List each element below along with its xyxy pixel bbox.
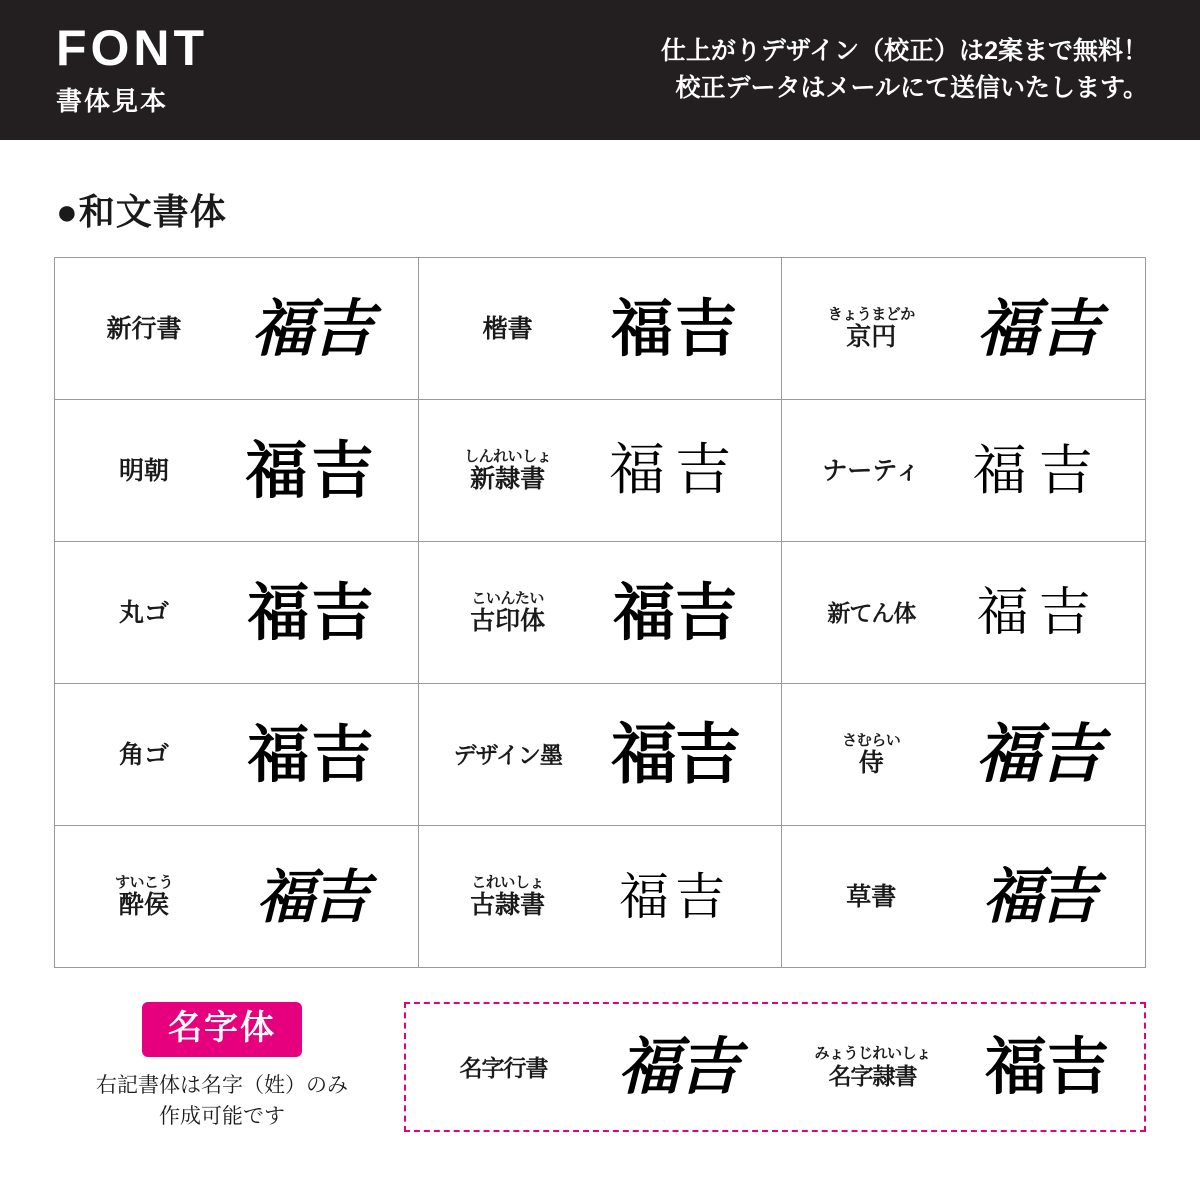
font-label — [796, 882, 946, 910]
font-name: 名字行書 — [459, 1055, 548, 1082]
font-label — [433, 591, 583, 635]
font-label — [785, 1046, 960, 1088]
font-cell-suiko — [55, 826, 419, 968]
table-row — [55, 400, 1146, 542]
font-name: 新隷書 — [470, 465, 546, 494]
header-title-group — [56, 22, 208, 118]
myoji-note — [96, 1071, 348, 1132]
table-row — [55, 258, 1146, 400]
font-ruby: さむらい — [842, 731, 901, 749]
font-sample: 福吉 — [251, 291, 372, 365]
font-cell-myoji-reisho — [775, 1004, 1144, 1130]
font-cell-shinreisho — [418, 400, 782, 542]
font-cell-shingyosho — [55, 258, 419, 400]
font-sample: 福吉 — [610, 715, 739, 793]
section-heading-japanese-fonts: ●和文書体 — [56, 191, 227, 232]
font-cell-kakugo — [55, 684, 419, 826]
font-cell-myoji-gyosho — [406, 1004, 775, 1130]
font-cell-kyoen — [782, 258, 1146, 400]
font-name: 角ゴ — [118, 741, 169, 770]
font-cell-kointai — [418, 542, 782, 684]
font-label — [433, 875, 583, 919]
font-sample: 福吉 — [245, 433, 378, 507]
font-ruby: すいこう — [114, 873, 173, 891]
font-ruby: しんれいしょ — [464, 447, 552, 465]
font-name: 楷書 — [482, 315, 533, 344]
table-row — [55, 684, 1146, 826]
font-cell-koreisho — [418, 826, 782, 968]
font-ruby: これいしょ — [471, 873, 544, 891]
font-sample: 福吉 — [610, 291, 739, 365]
notice-line-2: 校正データはメールにて送信いたします。 — [675, 74, 1148, 102]
font-name: 草書 — [846, 883, 897, 912]
font-name: 明朝 — [118, 457, 169, 486]
font-label — [416, 1054, 591, 1080]
font-cell-samurai — [782, 684, 1146, 826]
myoji-sample-box — [404, 1002, 1146, 1132]
font-ruby: みょうじれいしょ — [814, 1045, 931, 1063]
font-sample: 福吉 — [975, 716, 1102, 792]
font-cell-sosho — [782, 826, 1146, 968]
font-name: デザイン墨 — [453, 742, 562, 769]
font-label — [433, 314, 583, 342]
font-sample: 福吉 — [976, 582, 1101, 643]
font-sample: 福吉 — [247, 717, 376, 791]
font-label — [796, 456, 946, 484]
font-label — [69, 740, 219, 768]
font-name: 侍 — [858, 749, 884, 778]
font-cell-kaisho — [418, 258, 782, 400]
font-sample: 福吉 — [612, 575, 737, 649]
font-label — [796, 307, 946, 351]
notice-line-1: 仕上がりデザイン（校正）は2案まで無料！ — [660, 36, 1148, 65]
font-name: 古印体 — [470, 607, 546, 636]
font-label — [796, 733, 946, 777]
page-subtitle: 書体見本 — [56, 85, 169, 116]
font-sample: 福吉 — [256, 862, 367, 931]
font-sample: 福吉 — [972, 438, 1105, 502]
table-row — [55, 542, 1146, 684]
font-sample: 福吉 — [982, 861, 1095, 932]
myoji-note-line-2: 作成可能です — [159, 1104, 285, 1128]
font-cell-design-sumi — [418, 684, 782, 826]
myoji-section — [54, 1002, 1146, 1132]
font-label — [433, 449, 583, 493]
font-name: 酔侯 — [118, 891, 169, 920]
font-sample: 福吉 — [617, 1030, 738, 1104]
font-sample: 福吉 — [976, 291, 1101, 365]
font-name: 名字隷書 — [828, 1062, 917, 1089]
font-label — [69, 314, 219, 342]
myoji-note-line-1: 右記書体は名字（姓）のみ — [96, 1074, 348, 1098]
font-cell-marugo — [55, 542, 419, 684]
font-name: 京円 — [846, 323, 897, 352]
font-label — [69, 456, 219, 484]
font-sample: 福吉 — [608, 437, 741, 503]
font-label — [433, 741, 583, 767]
font-sample: 福吉 — [984, 1030, 1109, 1104]
font-name: ナーティ — [822, 457, 921, 486]
font-cell-naty — [782, 400, 1146, 542]
myoji-badge: 名字体 — [142, 1002, 302, 1057]
header-notice — [661, 33, 1152, 108]
font-sample: 福吉 — [247, 575, 376, 649]
font-sample-table — [54, 257, 1146, 968]
table-row — [55, 826, 1146, 968]
font-name: 丸ゴ — [118, 599, 169, 628]
page-header — [0, 0, 1200, 140]
font-label — [796, 599, 946, 625]
font-label — [69, 598, 219, 626]
font-name: 古隷書 — [470, 891, 546, 920]
font-ruby: こいんたい — [471, 589, 544, 607]
font-label — [69, 875, 219, 919]
font-sample: 福吉 — [618, 867, 731, 926]
font-name: 新てん体 — [827, 600, 916, 627]
font-cell-shintentai — [782, 542, 1146, 684]
font-name: 新行書 — [106, 315, 182, 344]
font-cell-mincho — [55, 400, 419, 542]
myoji-info — [54, 1002, 404, 1132]
font-ruby: きょうまどか — [827, 305, 915, 323]
page-title: FONT — [56, 20, 209, 77]
